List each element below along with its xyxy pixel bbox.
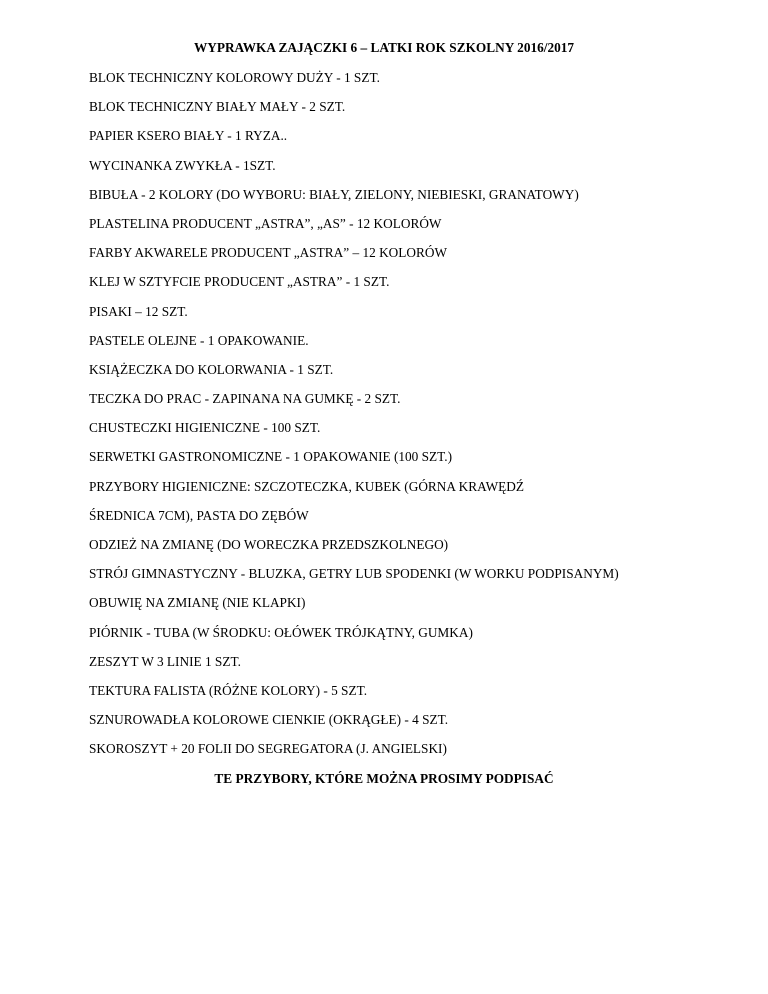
list-item: PIÓRNIK - TUBA (W ŚRODKU: OŁÓWEK TRÓJKĄTNY, GUMKA) <box>89 624 473 640</box>
list-item: KLEJ W SZTYFCIE PRODUCENT „ASTRA” - 1 SZT. <box>89 274 390 290</box>
list-item: KSIĄŻECZKA DO KOLORWANIA - 1 SZT. <box>89 361 334 377</box>
list-item: PRZYBORY HIGIENICZNE: SZCZOTECZKA, KUBEK (GÓRNA KRAWĘDŹ <box>89 478 525 494</box>
list-item: BIBUŁA - 2 KOLORY (DO WYBORU: BIAŁY, ZIELONY, NIEBIESKI, GRANATOWY) <box>89 186 579 202</box>
list-item: WYCINANKA ZWYKŁA - 1SZT. <box>89 157 276 173</box>
list-item: SZNUROWADŁA KOLOROWE CIENKIE (OKRĄGŁE) - 4 SZT. <box>89 712 449 728</box>
list-item: PASTELE OLEJNE - 1 OPAKOWANIE. <box>89 332 309 348</box>
footer-note: TE PRZYBORY, KTÓRE MOŻNA PROSIMY PODPISAĆ <box>214 771 554 786</box>
document-title: WYPRAWKA ZAJĄCZKI 6 – LATKI ROK SZKOLNY 2016/2017 <box>193 40 575 55</box>
list-item: BLOK TECHNICZNY BIAŁY MAŁY - 2 SZT. <box>89 99 346 115</box>
list-item: OBUWIĘ NA ZMIANĘ (NIE KLAPKI) <box>89 595 306 611</box>
list-item: PISAKI – 12 SZT. <box>89 303 188 319</box>
list-item: CHUSTECZKI HIGIENICZNE - 100 SZT. <box>89 420 321 436</box>
list-item: SKOROSZYT + 20 FOLII DO SEGREGATORA (J. ANGIELSKI) <box>89 741 447 757</box>
list-item: SERWETKI GASTRONOMICZNE - 1 OPAKOWANIE (100 SZT.) <box>89 449 453 465</box>
list-item: ZESZYT W 3 LINIE 1 SZT. <box>89 653 241 669</box>
list-item: ŚREDNICA 7CM), PASTA DO ZĘBÓW <box>89 507 309 523</box>
list-item: STRÓJ GIMNASTYCZNY - BLUZKA, GETRY LUB SPODENKI (W WORKU PODPISANYM) <box>89 566 619 582</box>
list-item: FARBY AKWARELE PRODUCENT „ASTRA” – 12 KOLORÓW <box>89 245 448 261</box>
list-item: TECZKA DO PRAC - ZAPINANA NA GUMKĘ - 2 SZT. <box>89 391 401 407</box>
list-item: BLOK TECHNICZNY KOLOROWY DUŻY - 1 SZT. <box>89 70 380 85</box>
list-item: TEKTURA FALISTA (RÓŻNE KOLORY) - 5 SZT. <box>89 682 368 698</box>
list-item: PLASTELINA PRODUCENT „ASTRA”, „AS” - 12 KOLORÓW <box>89 215 442 231</box>
list-item: PAPIER KSERO BIAŁY - 1 RYZA.. <box>89 128 288 144</box>
supply-list <box>89 70 619 771</box>
list-item: ODZIEŻ NA ZMIANĘ (DO WORECZKA PRZEDSZKOLNEGO) <box>89 537 449 552</box>
